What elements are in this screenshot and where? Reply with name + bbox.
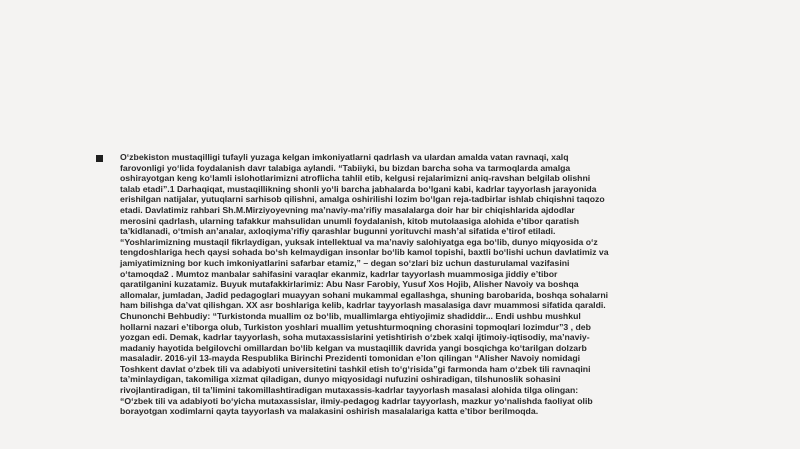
square-bullet-icon bbox=[96, 155, 103, 162]
body-paragraph: O‘zbekiston mustaqilligi tufayli yuzaga kelgan imkoniyatlarni qadrlash va ulardan amalda vatan ravnaqi, xalq farovonligi yo‘lida foydalanish davr talabiga aylandi. “Tabiiyki, bu bizdan barcha soha va tarmoqlarda amalga oshirayotgan keng ko‘lamli islohotlarimizni atroflicha tahlil etib, kelgusi rejalarimizni aniq-ravshan belgilab olishni talab etadi”.1 Darhaqiqat, mustaqillikning shonli yo‘li barcha jabhalarda bo‘lgani kabi, kadrlar tayyorlash jarayonida erishilgan natijalar, yutuqlarni sarhisob qilishni, amalga oshirilishi lozim bo‘lgan reja-tadbirlar ishlab chiqishni taqozo etadi. Davlatimiz rahbari Sh.M.Mirziyoyevning ma’naviy-ma’rifiy masalalarga doir har bir chiqishlarida ajdodlar merosini qadrlash, ularning tafakkur mahsulidan unumli foydalanish, kitob mutolaasiga alohida e’tibor qaratish ta’kidlanadi, o‘tmish an’analar, axloqiyma’rifiy qarashlar bugunni yorituvchi mash’al sifatida e’tirof etiladi. “Yoshlarimizning mustaqil fikrlaydigan, yuksak intellektual va ma’naviy salohiyatga ega bo‘lib, dunyo miqyosida o‘z tengdoshlariga hech qaysi sohada bo‘sh kelmaydigan insonlar bo‘lib kamol topishi, baxtli bo‘lishi uchun davlatimiz va jamiyatimizning bor kuch imkoniyatlarini safarbar etamiz,” – degan so‘zlari biz uchun dasturulamal vazifasini o‘tamoqda2 . Mumtoz manbalar sahifasini varaqlar ekanmiz, kadrlar tayyorlash muammosiga jiddiy e’tibor qaratilganini kuzatamiz. Buyuk mutafakkirlarimiz: Abu Nasr Farobiy, Yusuf Xos Hojib, Alisher Navoiy va boshqa allomalar, jumladan, Jadid pedagoglari muayyan sohani mukammal egallashga, shuning barobarida, boshqa sohalarni ham bilishga da’vat qilishgan. XX asr boshlariga kelib, kadrlar tayyorlash masalasiga davr muammosi sifatida qaraldi. Chunonchi Behbudiy: “Turkistonda muallim oz bo‘lib, muallimlarga ehtiyojimiz shadiddir... Endi ushbu mushkul hollarni nazari e’tiborga olub, Turkiston yoshlari muallim yetushturmoqning chorasini topmoqlari lozimdur”3 , deb yozgan edi. Demak, kadrlar tayyorlash, soha mutaxassislarini yetishtirish o‘zbek xalqi ijtimoiy-iqtisodiy, ma’naviy- madaniy hayotida belgilovchi omillardan bo‘lib kelgan va mustaqillik davrida yangi bosqichga ko‘tarilgan dolzarb masaladir. 2016-yil 13-mayda Respublika Birinchi Prezidenti tomonidan e’lon qilingan “Alisher Navoiy nomidagi Toshkent davlat o‘zbek tili va adabiyoti universitetini tashkil etish to‘g‘risida”gi farmonda ham o‘zbek tili ravnaqini ta’minlaydigan, takomiliga xizmat qiladigan, dunyo miqyosidagi nufuzini oshiradigan, tilshunoslik sohasini rivojlantiradigan, til ta’limini takomillashtiradigan mutaxassis-kadrlar tayyorlash masalasi alohida tilga olingan: “O‘zbek tili va adabiyoti bo‘yicha mutaxassislar, ilmiy-pedagog kadrlar tayyorlash, mazkur yo‘nalishda faoliyat olib borayotgan xodimlarni qayta tayyorlash va malakasini oshirish masalalariga katta e’tibor berilmoqda. bbox=[120, 152, 609, 417]
bullet-paragraph-block bbox=[96, 152, 716, 417]
